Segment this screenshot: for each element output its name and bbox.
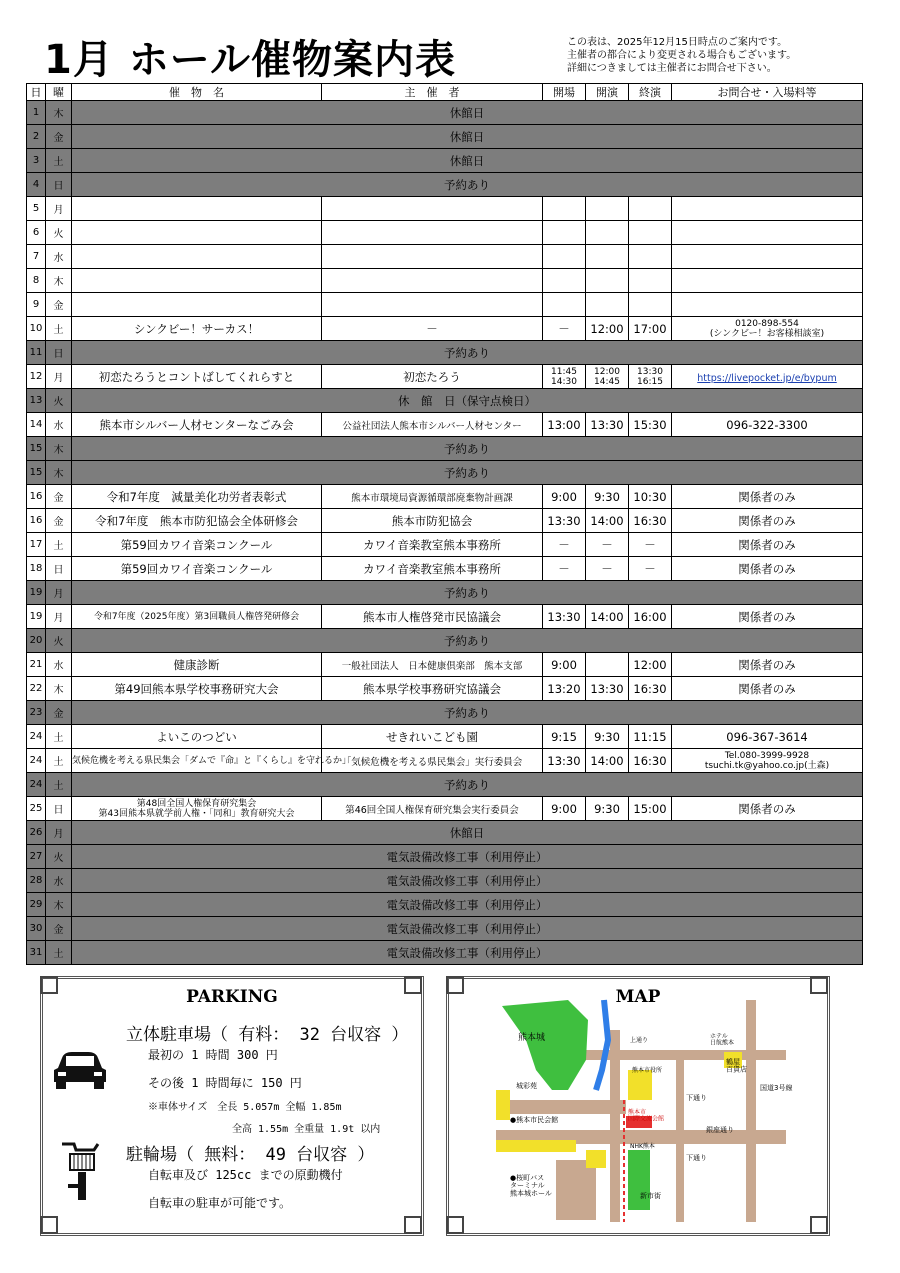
time-cell: [629, 221, 672, 245]
weekday-cell: 木: [46, 437, 72, 461]
organizer-cell: せきれいこども園: [322, 725, 543, 749]
info-cell: [672, 245, 863, 269]
map-label-bus: ●桜町バスターミナル熊本城ホール: [510, 1174, 552, 1198]
info-cell: Tel.080-3999-9928 tsuchi.tk@yahoo.co.jp(土森): [672, 749, 863, 773]
weekday-cell: 月: [46, 197, 72, 221]
table-row: [27, 125, 863, 149]
map-road: [746, 1000, 756, 1222]
frame-corner: [40, 1216, 58, 1234]
weekday-cell: 金: [46, 701, 72, 725]
time-cell: －: [543, 533, 586, 557]
day-cell: 13: [27, 389, 46, 413]
map-label-center: 熊本市国際交流会館: [628, 1109, 665, 1123]
map-label-shintenchi: 新市街: [640, 1192, 661, 1200]
map-block: [586, 1150, 606, 1168]
organizer-cell: 熊本市防犯協会: [322, 509, 543, 533]
event-cell: 第59回カワイ音楽コンクール: [72, 533, 322, 557]
time-cell: [586, 221, 629, 245]
time-cell: 16:30: [629, 749, 672, 773]
frame-corner: [446, 976, 464, 994]
event-cell: [72, 221, 322, 245]
event-cell: 初恋たろうとコントばしてくれらすと: [72, 365, 322, 389]
table-row: [27, 677, 863, 701]
col-start: 開演: [586, 84, 629, 101]
map-road: [610, 1030, 620, 1222]
frame-corner: [40, 976, 58, 994]
weekday-cell: 水: [46, 413, 72, 437]
page-title: 1月 ホール催物案内表: [44, 37, 456, 83]
notice-line: 主催者の都合により変更される場合もございます。: [567, 50, 797, 61]
map-label-josaien: 城彩苑: [516, 1082, 537, 1090]
status-cell: 電気設備改修工事（利用停止）: [72, 869, 863, 893]
table-row: [27, 725, 863, 749]
table-row: [27, 581, 863, 605]
day-cell: 16: [27, 485, 46, 509]
time-cell: －: [629, 557, 672, 581]
time-cell: 11:45 14:30: [543, 365, 586, 389]
info-cell: 関係者のみ: [672, 797, 863, 821]
event-cell: 令和7年度 減量美化功労者表彰式: [72, 485, 322, 509]
time-cell: [586, 293, 629, 317]
info-cell: 関係者のみ: [672, 605, 863, 629]
time-cell: 9:30: [586, 797, 629, 821]
weekday-cell: 月: [46, 365, 72, 389]
event-cell: 第48回全国人権保育研究集会 第43回熊本県就学前人権・「同和」教育研究大会: [72, 797, 322, 821]
event-cell: 令和7年度（2025年度）第3回職員人権啓発研修会: [72, 605, 322, 629]
weekday-cell: 火: [46, 221, 72, 245]
col-end: 終演: [629, 84, 672, 101]
map-road: [556, 1160, 596, 1220]
table-row: [27, 509, 863, 533]
weekday-cell: 水: [46, 245, 72, 269]
map-label-shimo: 下通り: [686, 1094, 707, 1102]
time-cell: [629, 293, 672, 317]
map-road: [676, 1060, 684, 1222]
info-cell: 関係者のみ: [672, 485, 863, 509]
table-row: [27, 701, 863, 725]
day-cell: 19: [27, 581, 46, 605]
info-cell: 関係者のみ: [672, 653, 863, 677]
day-cell: 28: [27, 869, 46, 893]
weekday-cell: 金: [46, 917, 72, 941]
day-cell: 19: [27, 605, 46, 629]
status-cell: 予約あり: [72, 629, 863, 653]
table-row: [27, 461, 863, 485]
map-label-shimo2: 下通り: [686, 1154, 707, 1162]
notice-line: 詳細につきましては主催者にお問合せ下さい。: [567, 63, 777, 74]
day-cell: 24: [27, 773, 46, 797]
time-cell: [586, 245, 629, 269]
map-block: [496, 1090, 510, 1120]
car-parking-heading: 立体駐車場（ 有料： 32 台収容 ）: [126, 1025, 409, 1045]
time-cell: [629, 245, 672, 269]
day-cell: 27: [27, 845, 46, 869]
map-label-kamitori: 上通り: [630, 1037, 649, 1044]
status-cell: 予約あり: [72, 773, 863, 797]
event-cell: 第49回熊本県学校事務研究大会: [72, 677, 322, 701]
organizer-cell: －: [322, 317, 543, 341]
info-cell: 関係者のみ: [672, 533, 863, 557]
bike-parking-heading: 駐輪場（ 無料： 49 台収容 ）: [126, 1145, 375, 1165]
time-cell: [586, 269, 629, 293]
time-cell: [586, 197, 629, 221]
organizer-cell: [322, 293, 543, 317]
info-cell: 関係者のみ: [672, 557, 863, 581]
table-row: [27, 629, 863, 653]
organizer-cell: 熊本市人権啓発市民協議会: [322, 605, 543, 629]
time-cell: 9:30: [586, 725, 629, 749]
day-cell: 15: [27, 437, 46, 461]
organizer-cell: [322, 197, 543, 221]
map-label-ginza: 銀座通り: [706, 1126, 734, 1134]
day-cell: 15: [27, 461, 46, 485]
status-cell: 予約あり: [72, 341, 863, 365]
time-cell: 10:30: [629, 485, 672, 509]
table-row: [27, 389, 863, 413]
time-cell: 14:00: [586, 749, 629, 773]
time-cell: －: [543, 557, 586, 581]
organizer-cell: 熊本市環境局資源循環部廃棄物計画課: [322, 485, 543, 509]
time-cell: 13:30 16:15: [629, 365, 672, 389]
map-river: [596, 1000, 608, 1090]
map-label-shimin: ●熊本市民会館: [510, 1116, 559, 1124]
time-cell: [543, 269, 586, 293]
table-row: [27, 917, 863, 941]
weekday-cell: 土: [46, 773, 72, 797]
time-cell: 9:30: [586, 485, 629, 509]
table-row: [27, 341, 863, 365]
table-row: [27, 293, 863, 317]
day-cell: 24: [27, 725, 46, 749]
table-row: [27, 941, 863, 965]
weekday-cell: 土: [46, 725, 72, 749]
organizer-cell: 初恋たろう: [322, 365, 543, 389]
time-cell: 17:00: [629, 317, 672, 341]
map-block: [628, 1070, 652, 1100]
info-cell: 0120-898-554 (シンクビー！お客様相談室): [672, 317, 863, 341]
status-cell: 電気設備改修工事（利用停止）: [72, 941, 863, 965]
col-open: 開場: [543, 84, 586, 101]
col-day: 日: [27, 84, 46, 101]
weekday-cell: 木: [46, 677, 72, 701]
table-row: [27, 533, 863, 557]
info-cell: [672, 197, 863, 221]
weekday-cell: 月: [46, 605, 72, 629]
weekday-cell: 木: [46, 101, 72, 125]
table-row: [27, 893, 863, 917]
status-cell: 休館日: [72, 101, 863, 125]
table-row: [27, 245, 863, 269]
time-cell: [543, 197, 586, 221]
info-cell: 096-322-3300: [672, 413, 863, 437]
map-road: [496, 1100, 626, 1114]
car-parking-line: ※車体サイズ 全長 5.057m 全幅 1.85m: [148, 1102, 342, 1113]
time-cell: 13:30: [543, 605, 586, 629]
time-cell: 9:00: [543, 485, 586, 509]
weekday-cell: 土: [46, 533, 72, 557]
event-cell: 第59回カワイ音楽コンクール: [72, 557, 322, 581]
table-row: [27, 149, 863, 173]
day-cell: 17: [27, 533, 46, 557]
day-cell: 20: [27, 629, 46, 653]
table-row: [27, 365, 863, 389]
map-label-hotel: ホテル日航熊本: [710, 1033, 735, 1047]
time-cell: 13:30: [586, 413, 629, 437]
info-cell: 096-367-3614: [672, 725, 863, 749]
map-label-nhk: NHK熊本: [630, 1143, 655, 1150]
time-cell: [629, 197, 672, 221]
area-map: [496, 1000, 793, 1222]
map-label-kencho: 熊本市役所: [632, 1067, 663, 1074]
car-parking-line: 最初の 1 時間 300 円: [148, 1048, 278, 1062]
time-cell: 12:00 14:45: [586, 365, 629, 389]
bike-parking-line: 自転車の駐車が可能です。: [148, 1196, 292, 1210]
time-cell: 13:30: [543, 749, 586, 773]
table-row: [27, 173, 863, 197]
day-cell: 31: [27, 941, 46, 965]
time-cell: －: [586, 533, 629, 557]
day-cell: 21: [27, 653, 46, 677]
event-cell: シンクビー！サーカス！: [72, 317, 322, 341]
time-cell: 12:00: [586, 317, 629, 341]
weekday-cell: 金: [46, 293, 72, 317]
table-row: [27, 821, 863, 845]
table-row: [27, 221, 863, 245]
organizer-cell: [322, 245, 543, 269]
frame-corner: [404, 1216, 422, 1234]
status-cell: 電気設備改修工事（利用停止）: [72, 845, 863, 869]
map-label-castle: 熊本城: [518, 1033, 546, 1043]
day-cell: 2: [27, 125, 46, 149]
table-row: [27, 317, 863, 341]
day-cell: 26: [27, 821, 46, 845]
time-cell: －: [586, 557, 629, 581]
time-cell: 9:00: [543, 653, 586, 677]
event-cell: [72, 293, 322, 317]
table-row: [27, 269, 863, 293]
time-cell: 9:00: [543, 797, 586, 821]
time-cell: 16:30: [629, 677, 672, 701]
day-cell: 3: [27, 149, 46, 173]
map-block: [628, 1150, 650, 1210]
notice: [567, 36, 796, 75]
status-cell: 休館日: [72, 149, 863, 173]
day-cell: 23: [27, 701, 46, 725]
car-parking-line: その後 1 時間毎に 150 円: [148, 1076, 302, 1090]
table-row: [27, 653, 863, 677]
col-event: 催 物 名: [72, 84, 322, 101]
time-cell: [543, 293, 586, 317]
event-cell: よいこのつどい: [72, 725, 322, 749]
weekday-cell: 水: [46, 653, 72, 677]
frame-corner: [810, 976, 828, 994]
organizer-cell: カワイ音楽教室熊本事務所: [322, 533, 543, 557]
weekday-cell: 土: [46, 149, 72, 173]
info-cell: [672, 221, 863, 245]
table-row: [27, 773, 863, 797]
weekday-cell: 金: [46, 485, 72, 509]
day-cell: 8: [27, 269, 46, 293]
day-cell: 14: [27, 413, 46, 437]
time-cell: 9:15: [543, 725, 586, 749]
col-info: お問合せ・入場料等: [672, 84, 863, 101]
map-block: [496, 1140, 576, 1152]
weekday-cell: 土: [46, 317, 72, 341]
info-cell: 関係者のみ: [672, 509, 863, 533]
weekday-cell: 月: [46, 821, 72, 845]
table-row: [27, 869, 863, 893]
day-cell: 6: [27, 221, 46, 245]
weekday-cell: 火: [46, 845, 72, 869]
weekday-cell: 土: [46, 941, 72, 965]
time-cell: 16:30: [629, 509, 672, 533]
organizer-cell: カワイ音楽教室熊本事務所: [322, 557, 543, 581]
weekday-cell: 火: [46, 389, 72, 413]
status-cell: 電気設備改修工事（利用停止）: [72, 893, 863, 917]
car-icon: [52, 1050, 108, 1090]
day-cell: 25: [27, 797, 46, 821]
time-cell: 13:00: [543, 413, 586, 437]
organizer-cell: [322, 269, 543, 293]
status-cell: 予約あり: [72, 173, 863, 197]
table-row: [27, 437, 863, 461]
schedule-table: [26, 83, 863, 965]
status-cell: 予約あり: [72, 701, 863, 725]
event-cell: 熊本市シルバー人材センターなごみ会: [72, 413, 322, 437]
time-cell: 15:30: [629, 413, 672, 437]
time-cell: 13:30: [586, 677, 629, 701]
day-cell: 12: [27, 365, 46, 389]
castle-area: [502, 1000, 588, 1090]
weekday-cell: 金: [46, 509, 72, 533]
time-cell: 13:20: [543, 677, 586, 701]
status-cell: 予約あり: [72, 437, 863, 461]
time-cell: [543, 221, 586, 245]
day-cell: 5: [27, 197, 46, 221]
car-parking-line: 全高 1.55m 全重量 1.9t 以内: [232, 1124, 381, 1135]
table-row: [27, 485, 863, 509]
weekday-cell: 月: [46, 581, 72, 605]
organizer-cell: [322, 221, 543, 245]
notice-line: この表は、2025年12月15日時点のご案内です。: [567, 37, 788, 48]
ticket-link[interactable]: https://livepocket.jp/e/bypum: [697, 372, 837, 384]
info-cell: [672, 365, 863, 389]
time-cell: 11:15: [629, 725, 672, 749]
status-cell: 休 館 日（保守点検日）: [72, 389, 863, 413]
frame-corner: [446, 1216, 464, 1234]
weekday-cell: 日: [46, 557, 72, 581]
table-row: [27, 749, 863, 773]
weekday-cell: 水: [46, 869, 72, 893]
weekday-cell: 木: [46, 461, 72, 485]
organizer-cell: 「気候危機を考える県民集会」実行委員会: [322, 749, 543, 773]
col-organizer: 主 催 者: [322, 84, 543, 101]
day-cell: 7: [27, 245, 46, 269]
day-cell: 16: [27, 509, 46, 533]
status-cell: 予約あり: [72, 461, 863, 485]
table-row: [27, 605, 863, 629]
time-cell: 14:00: [586, 509, 629, 533]
day-cell: 30: [27, 917, 46, 941]
event-cell: [72, 245, 322, 269]
time-cell: [629, 269, 672, 293]
parking-title: PARKING: [186, 987, 278, 1007]
time-cell: 12:00: [629, 653, 672, 677]
time-cell: 15:00: [629, 797, 672, 821]
time-cell: 13:30: [543, 509, 586, 533]
time-cell: －: [629, 533, 672, 557]
info-cell: 関係者のみ: [672, 677, 863, 701]
event-cell: 気候危機を考える県民集会「ダムで『命』と『くらし』を守れるか」: [72, 749, 322, 773]
day-cell: 1: [27, 101, 46, 125]
frame-corner: [404, 976, 422, 994]
weekday-cell: 木: [46, 893, 72, 917]
organizer-cell: 熊本県学校事務研究協議会: [322, 677, 543, 701]
frame-corner: [810, 1216, 828, 1234]
weekday-cell: 木: [46, 269, 72, 293]
day-cell: 18: [27, 557, 46, 581]
table-row: [27, 797, 863, 821]
time-cell: 14:00: [586, 605, 629, 629]
col-weekday: 曜: [46, 84, 72, 101]
event-cell: [72, 197, 322, 221]
weekday-cell: 日: [46, 173, 72, 197]
status-cell: 予約あり: [72, 581, 863, 605]
day-cell: 10: [27, 317, 46, 341]
status-cell: 休館日: [72, 125, 863, 149]
map-label-tsuruya: 鶴屋百貨店: [726, 1058, 747, 1074]
event-cell: 健康診断: [72, 653, 322, 677]
table-row: [27, 845, 863, 869]
day-cell: 9: [27, 293, 46, 317]
day-cell: 24: [27, 749, 46, 773]
day-cell: 22: [27, 677, 46, 701]
map-title: MAP: [615, 987, 661, 1007]
status-cell: 休館日: [72, 821, 863, 845]
organizer-cell: 第46回全国人権保育研究集会実行委員会: [322, 797, 543, 821]
day-cell: 11: [27, 341, 46, 365]
info-cell: [672, 293, 863, 317]
map-label-kokudo: 国道3号線: [760, 1084, 793, 1092]
time-cell: [586, 653, 629, 677]
weekday-cell: 火: [46, 629, 72, 653]
info-cell: [672, 269, 863, 293]
day-cell: 4: [27, 173, 46, 197]
bike-parking-line: 自転車及び 125cc までの原動機付: [148, 1168, 343, 1182]
organizer-cell: 一般社団法人 日本健康倶楽部 熊本支部: [322, 653, 543, 677]
table-row: [27, 557, 863, 581]
weekday-cell: 日: [46, 341, 72, 365]
time-cell: [543, 245, 586, 269]
table-header: [27, 84, 863, 101]
time-cell: －: [543, 317, 586, 341]
time-cell: 16:00: [629, 605, 672, 629]
table-row: [27, 413, 863, 437]
table-row: [27, 197, 863, 221]
bicycle-icon: [58, 1140, 104, 1206]
status-cell: 電気設備改修工事（利用停止）: [72, 917, 863, 941]
weekday-cell: 日: [46, 797, 72, 821]
weekday-cell: 土: [46, 749, 72, 773]
day-cell: 29: [27, 893, 46, 917]
table-row: [27, 101, 863, 125]
weekday-cell: 金: [46, 125, 72, 149]
event-cell: 令和7年度 熊本市防犯協会全体研修会: [72, 509, 322, 533]
event-cell: [72, 269, 322, 293]
organizer-cell: 公益社団法人熊本市シルバー人材センター: [322, 413, 543, 437]
